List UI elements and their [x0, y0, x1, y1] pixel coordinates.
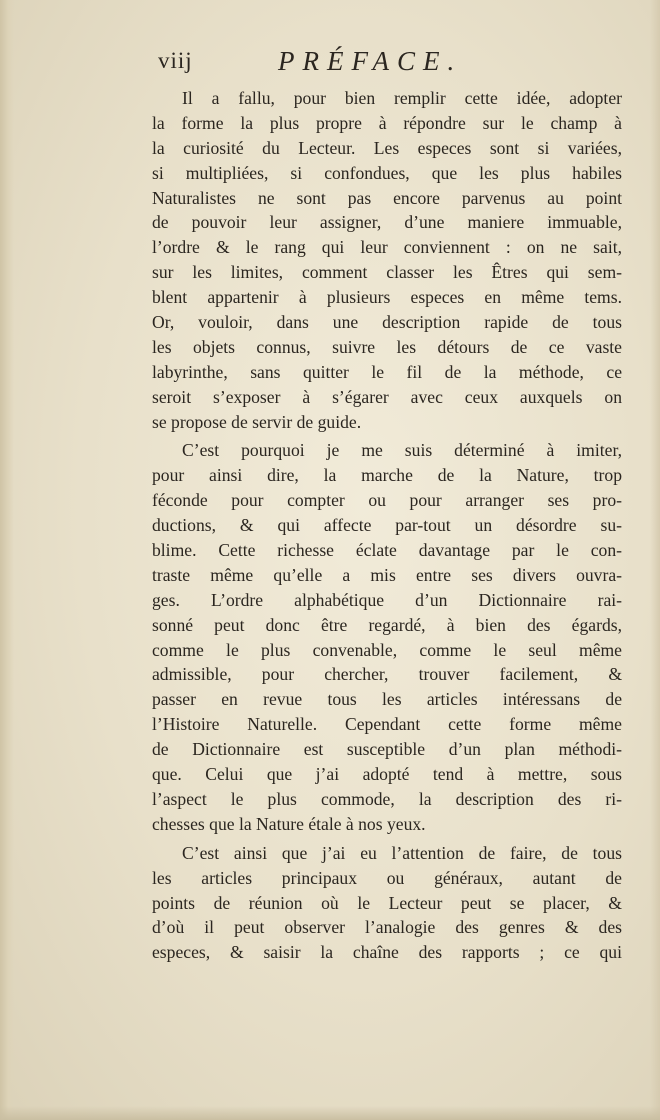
text-line: C’est pourquoi je me suis déterminé à imiter,: [182, 440, 622, 461]
running-title: PRÉFACE.: [278, 46, 463, 76]
text-line: Naturalistes ne sont pas encore parvenus au point: [152, 187, 622, 208]
text-line: l’aspect le plus commode, la description des ri-: [152, 788, 622, 809]
page-outer-edge: [650, 0, 660, 1120]
text-line: se propose de servir de guide.: [152, 411, 362, 432]
text-line: sur les limites, comment classer les Êtres qui sem-: [152, 262, 622, 283]
text-line: chesses que la Nature étale à nos yeux.: [152, 813, 426, 834]
page-number: viij: [158, 48, 193, 73]
text-line: la curiosité du Lecteur. Les especes sont si variées,: [152, 137, 622, 158]
text-line: l’ordre & le rang qui leur conviennent : on ne sait,: [152, 237, 622, 258]
text-line: les objets connus, suivre les détours de ce vaste: [152, 336, 622, 357]
text-line: ductions, & qui affecte par-tout un désordre su-: [152, 515, 622, 536]
text-line: seroit s’exposer à s’égarer avec ceux auxquels on: [152, 386, 622, 407]
text-line: de pouvoir leur assigner, d’une maniere immuable,: [152, 212, 622, 233]
text-line: traste même qu’elle a mis entre ses divers ouvra-: [152, 564, 622, 585]
text-line: Il a fallu, pour bien remplir cette idée, adopter: [182, 88, 622, 108]
text-line: ges. L’ordre alphabétique d’un Dictionnaire rai-: [152, 589, 622, 610]
text-line: que. Celui que j’ai adopté tend à mettre, sous: [152, 764, 622, 785]
body-text: [152, 86, 622, 965]
text-line: de Dictionnaire est susceptible d’un plan méthodi-: [152, 739, 622, 760]
text-line: comme le plus convenable, comme le seul même: [152, 639, 622, 660]
text-line: labyrinthe, sans quitter le fil de la méthode, ce: [152, 361, 622, 382]
paragraph: [152, 438, 622, 836]
text-line: admissible, pour chercher, trouver facilement, &: [152, 664, 622, 685]
text-line: les articles principaux ou généraux, autant de: [152, 867, 622, 888]
text-line: blent appartenir à plusieurs especes en même tems.: [152, 287, 622, 308]
page-bottom-edge: [0, 1106, 660, 1120]
text-line: Or, vouloir, dans une description rapide de tous: [152, 312, 622, 333]
text-line: blime. Cette richesse éclate davantage par le con-: [152, 540, 622, 561]
text-line: pour ainsi dire, la marche de la Nature, trop: [152, 465, 622, 486]
page-binding-edge: [0, 0, 14, 1120]
page-header: [158, 46, 520, 86]
text-line: si multipliées, si confondues, que les plus habiles: [152, 162, 622, 183]
text-line: points de réunion où le Lecteur peut se placer, &: [152, 892, 622, 913]
text-line: l’Histoire Naturelle. Cependant cette forme même: [152, 714, 622, 735]
text-line: especes, & saisir la chaîne des rapports ; ce qui: [152, 942, 622, 963]
text-line: d’où il peut observer l’analogie des genres & des: [152, 917, 622, 938]
paragraph: [152, 86, 622, 434]
text-line: la forme la plus propre à répondre sur le champ à: [152, 112, 622, 133]
text-line: sonné peut donc être regardé, à bien des égards,: [152, 614, 622, 635]
text-line: passer en revue tous les articles intéressans de: [152, 689, 622, 710]
paragraph: [152, 841, 622, 965]
text-line: C’est ainsi que j’ai eu l’attention de faire, de tous: [182, 842, 622, 863]
text-line: féconde pour compter ou pour arranger ses pro-: [152, 490, 622, 511]
